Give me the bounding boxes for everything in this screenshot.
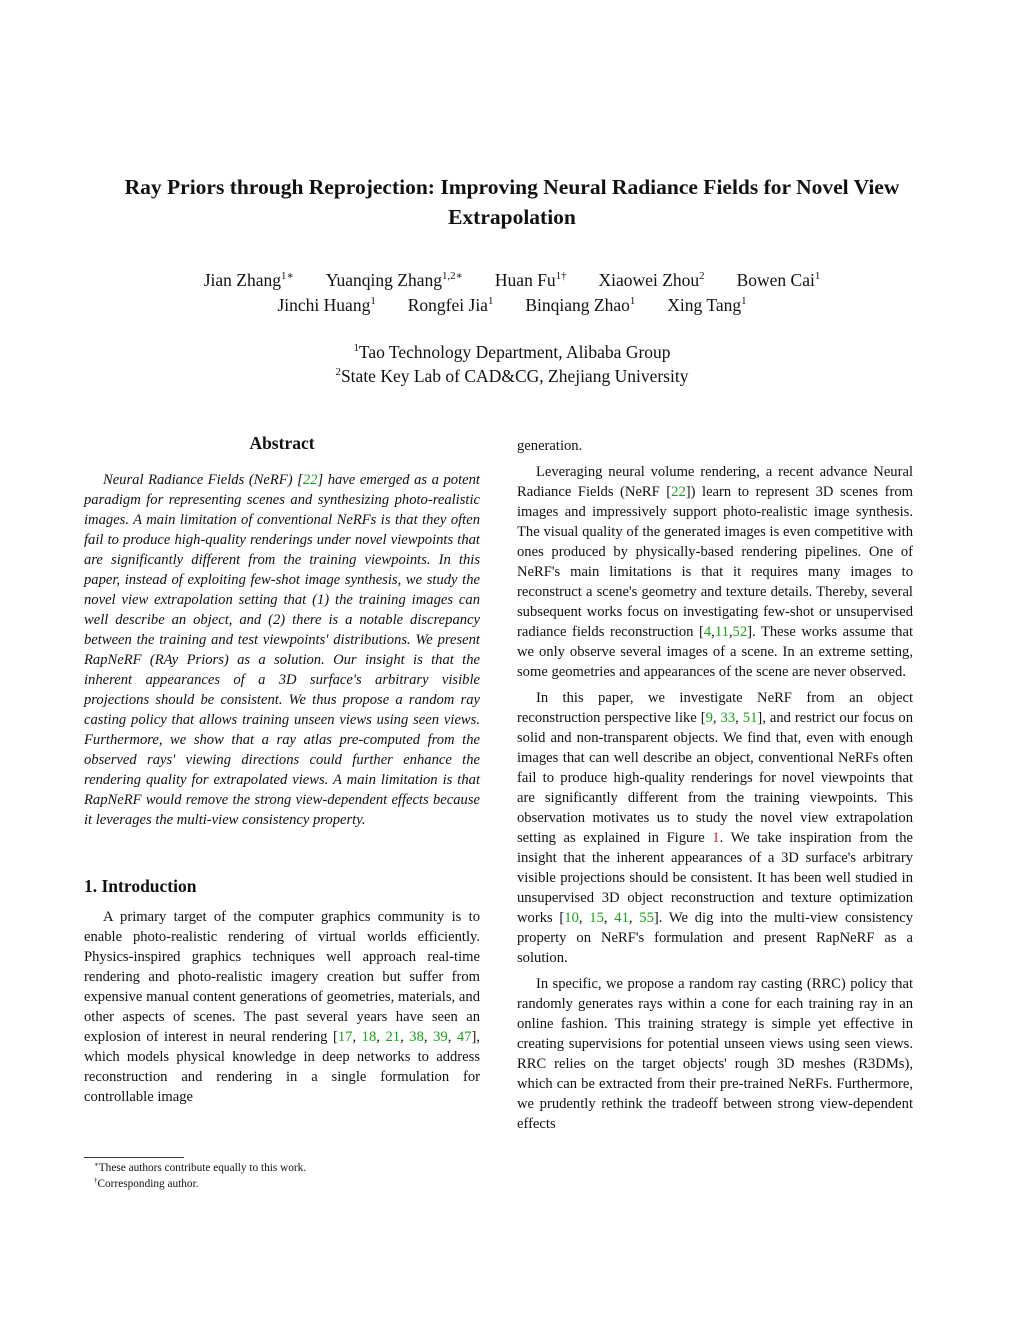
footnote-divider [84,1157,184,1158]
affiliation: $^1$Tao Technology Department, Alibaba Group [353,341,671,362]
author: Xiaowei Zhou$^2$ [598,269,705,290]
intro-paragraph: A primary target of the computer graphics community is to enable photo-realistic rendering of virtual worlds efficiently. Physics-inspired graphics techniques well approach real-time rendering and photo-realistic imagery creation but suffer from expensive manual content generations of geometries, materials, and other aspects of scenes. The past several years have seen an explosion of interest in neural rendering [17, 18, 21, 38, 39, 47], which models physical knowledge in deep networks to address reconstruction and rendering in a single formulation for controllable image [84,909,481,1105]
citation-link[interactable]: 18 [361,1029,377,1045]
paper-title: Ray Priors through Reprojection: Improving Neural Radiance Fields for Novel View Extrapolation [124,175,900,229]
figure-reference-link[interactable]: 1 [712,830,720,846]
citation-link[interactable]: 11 [714,624,729,640]
citation-link[interactable]: 52 [732,624,748,640]
left-column [84,430,480,1107]
citation-link[interactable]: 55 [639,910,654,926]
author-line-1 [70,268,954,293]
footnotes [84,1160,480,1192]
affiliation: $^2$State Key Lab of CAD&CG, Zhejiang University [335,365,689,386]
citation-link[interactable]: 4 [703,624,712,640]
author: Binqiang Zhao$^1$ [525,294,636,315]
citation-link[interactable]: 9 [705,710,713,726]
section-heading-introduction: 1. Introduction [84,876,197,896]
abstract-text: Neural Radiance Fields (NeRF) [22] have emerged as a potent paradigm for representing scenes and synthesizing photo-realistic images. A main limitation of conventional NeRFs is that they often fail to produce high-quality renderings under novel viewpoints that are significantly different from the training viewpoints. In this paper, instead of exploiting few-shot image synthesis, we study the novel view extrapolation setting that (1) the training images can well describe an object, and (2) there is a notable discrepancy between the training and test viewpoints' distributions. We present RapNeRF (RAy Priors) as a solution. Our insight is that the inherent appearances of a 3D surface's arbitrary visible projections should be consistent. We thus propose a random ray casting policy that allows training unseen views using seen views. Furthermore, we show that a ray atlas pre-computed from the observed rays' viewing directions could further enhance the rendering quality for extrapolated views. A main limitation is that RapNeRF would remove the strong view-dependent effects because it leverages the multi-view consistency property. [84,472,480,828]
body-paragraph: In this paper, we investigate NeRF from an object reconstruction perspective like [9, 33, 51], and restrict our focus on solid and non-transparent objects. We find that, even with enough images that can well describe an object, conventional NeRFs often fail to produce high-quality renderings for novel viewpoints that are significantly different from the training viewpoints. This observation motivates us to study the novel view extrapolation setting as explained in Figure 1. We take inspiration from the insight that the inherent appearances of a 3D surface's arbitrary visible projections should be consistent. It has been well studied in unsupervised 3D object reconstruction and texture optimization works [10, 15, 41, 55]. We dig into the multi-view consistency property on NeRF's formulation and present RapNeRF as a solution. [517,690,914,966]
citation-link[interactable]: 51 [742,710,758,726]
author: Yuanqing Zhang$^{1,2∗}$ [325,269,463,290]
footnote: ∗These authors contribute equally to this work. [94,1160,307,1174]
citation-link[interactable]: 47 [456,1029,472,1045]
citation-link[interactable]: 21 [385,1029,401,1045]
right-column [517,436,913,1134]
body-paragraph: In specific, we propose a random ray casting (RRC) policy that randomly generates rays within a cone for each training ray in an online fashion. This training strategy is simple yet effective in creating supervisions for potential unseen views using seen views. RRC relies on the target objects' rough 3D meshes (R3DMs), which can be extracted from their pre-trained NeRFs. Furthermore, we prudently rethink the tradeoff between strong view-dependent effects [517,976,913,1132]
author: Xing Tang$^1$ [667,294,747,315]
citation-link[interactable]: 22 [302,472,318,488]
author: Rongfei Jia$^1$ [407,294,494,315]
footnote: †Corresponding author. [94,1176,199,1190]
citation-link[interactable]: 38 [409,1029,424,1045]
author: Jian Zhang$^{1∗}$ [203,269,294,290]
citation-link[interactable]: 22 [671,484,686,500]
paragraph-continuation: generation. [517,438,583,454]
abstract-heading: Abstract [249,433,315,453]
citation-link[interactable]: 39 [433,1029,448,1045]
author: Huan $Fu^{1\dagger}$ [494,269,567,290]
citation-link[interactable]: 15 [589,910,604,926]
author: Bowen Cai$^1$ [736,269,821,290]
body-paragraph: Leveraging neural volume rendering, a recent advance Neural Radiance Fields (NeRF [22]) learn to represent 3D scenes from images and impressively support photo-realistic image synthesis. The visual quality of the generated images is even competitive with ones produced by physically-based rendering pipelines. One of NeRF's main limitations is that it requires many images to reconstruct a scene's geometry and texture details. Thereby, several subsequent works focus on investigating few-shot or unsupervised radiance fields reconstruction [4,11,52]. These works assume that we only observe several images of a scene. In an extreme setting, some geometries and appearances of the scene are never observed. [517,464,914,680]
affiliations [70,340,954,388]
author-list [70,268,954,318]
citation-link[interactable]: 33 [720,710,736,726]
citation-link[interactable]: 41 [614,910,629,926]
citation-link[interactable]: 17 [337,1029,353,1045]
citation-link[interactable]: 10 [564,910,579,926]
author: Jinchi Huang$^1$ [277,294,376,315]
author-line-2 [70,293,954,318]
